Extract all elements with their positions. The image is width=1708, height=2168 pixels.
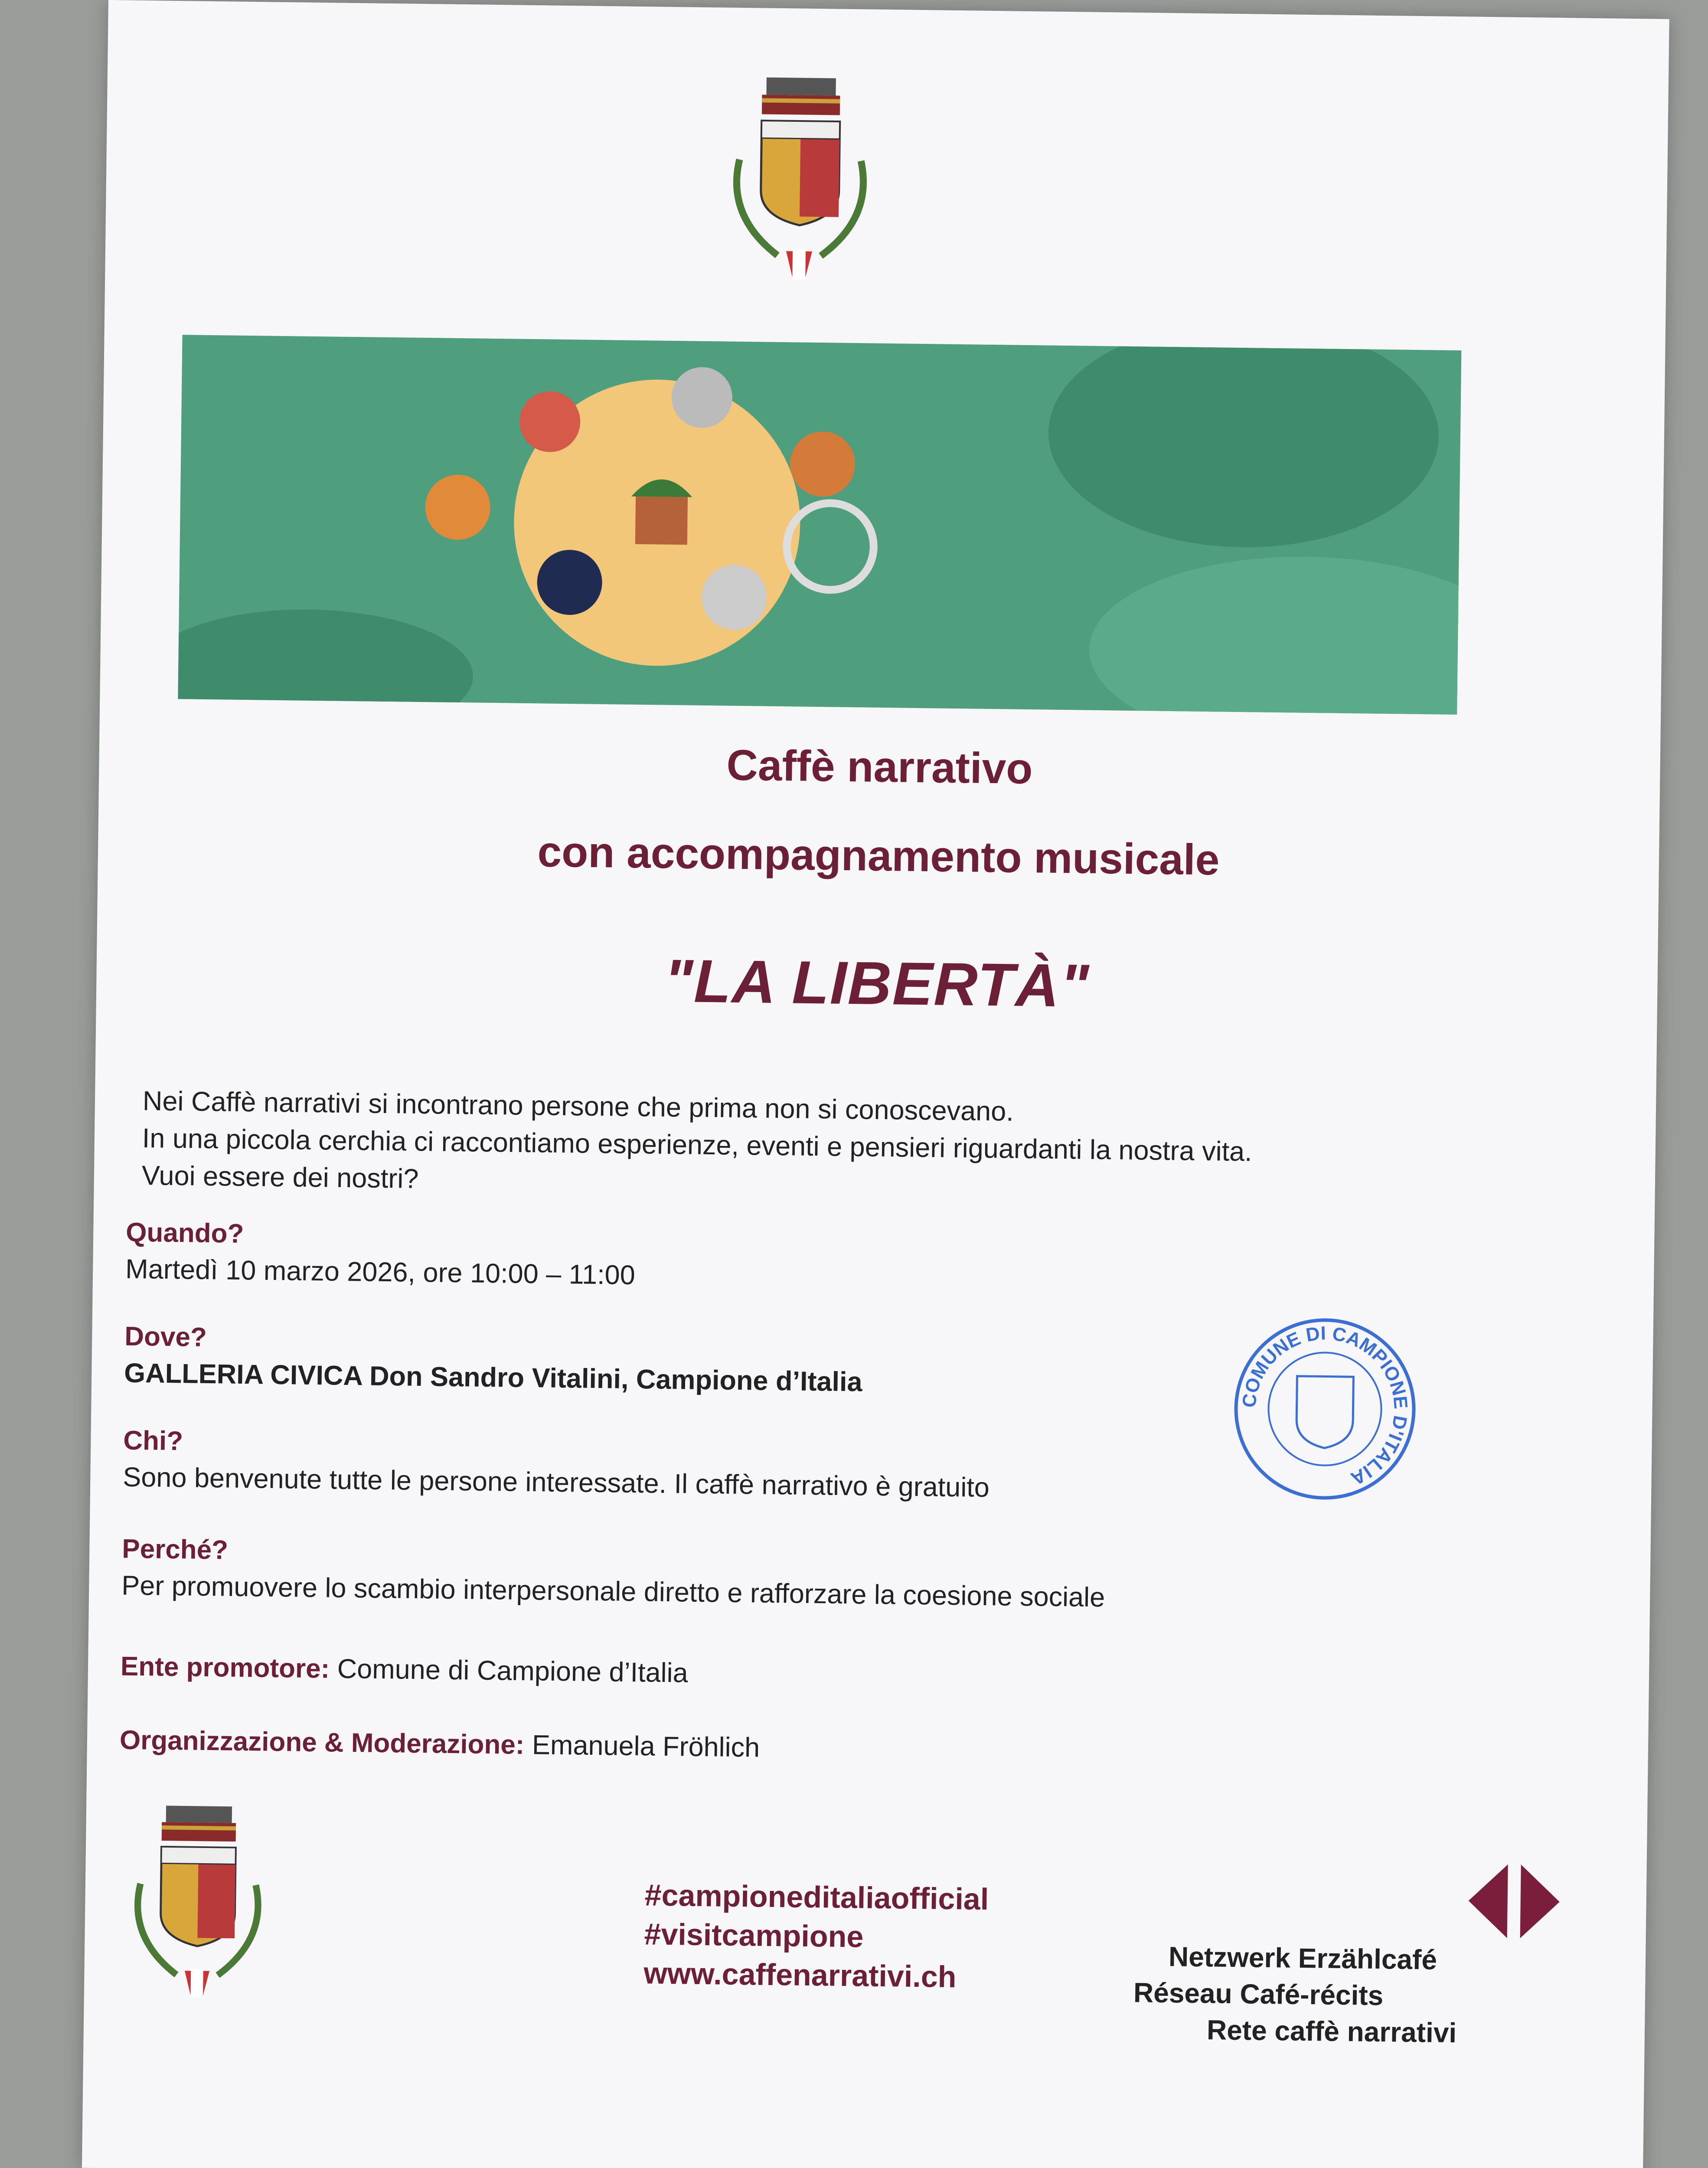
- coat-of-arms-icon: [712, 72, 888, 300]
- intro-line-3: Vuoi essere dei nostri?: [141, 1160, 419, 1194]
- network-logo-icon: [1464, 1860, 1564, 1943]
- section-ente: [121, 1648, 1465, 1701]
- section-perche: [121, 1531, 1466, 1620]
- section-organizzazione: [119, 1722, 1464, 1775]
- organizzazione-label: Organizzazione & Moderazione:: [119, 1725, 525, 1760]
- coat-of-arms-icon-bottom: [114, 1800, 281, 2019]
- network-it: Rete caffè narrativi: [1206, 2014, 1457, 2049]
- footer-hashtags: [643, 1875, 989, 1997]
- title-line-1: Caffè narrativo: [726, 741, 1033, 793]
- network-fr: Réseau Café-récits: [1133, 1977, 1384, 2011]
- quando-label: Quando?: [125, 1217, 244, 1249]
- flyer-sheet: [82, 0, 1669, 2168]
- network-names: [1133, 1938, 1524, 2052]
- network-de: Netzwerk Erzählcafé: [1168, 1941, 1437, 1975]
- banner-illustration: [178, 335, 1461, 715]
- perche-value: Per promuovere lo scambio interpersonale diretto e rafforzare la coesione sociale: [121, 1570, 1105, 1613]
- chi-label: Chi?: [123, 1425, 183, 1456]
- stamp-icon: [1231, 1315, 1419, 1503]
- section-quando: [125, 1215, 1470, 1304]
- ente-value: Comune di Campione d’Italia: [337, 1653, 689, 1688]
- perche-label: Perché?: [121, 1534, 229, 1565]
- website-link[interactable]: www.caffenarrativi.ch: [643, 1956, 957, 1994]
- ente-label: Ente promotore:: [120, 1651, 330, 1684]
- hashtag-visit[interactable]: #visitcampione: [644, 1917, 864, 1954]
- dove-value: GALLERIA CIVICA Don Sandro Vitalini, Campione d’Italia: [124, 1358, 862, 1397]
- intro-text: [141, 1082, 1487, 1211]
- hashtag-official[interactable]: #campioneditaliaofficial: [644, 1878, 989, 1917]
- intro-line-1: Nei Caffè narrativi si incontrano persone che prima non si conoscevano.: [142, 1086, 1014, 1127]
- dove-label: Dove?: [124, 1321, 207, 1352]
- intro-line-2: In una piccola cerchia ci raccontiamo esperienze, eventi e pensieri riguardanti la nostra vita.: [142, 1123, 1253, 1167]
- stamp-text: COMUNE DI CAMPIONE D'ITALIA: [1238, 1322, 1412, 1490]
- chi-value: Sono benvenute tutte le persone interessate. Il caffè narrativo è gratuito: [122, 1462, 990, 1503]
- organizzazione-value: Emanuela Fröhlich: [532, 1730, 760, 1763]
- quando-value: Martedì 10 marzo 2026, ore 10:00 – 11:00: [125, 1254, 636, 1291]
- title-line-2: con accompagnamento musicale: [537, 827, 1220, 885]
- event-name: "LA LIBERTÀ": [663, 946, 1090, 1020]
